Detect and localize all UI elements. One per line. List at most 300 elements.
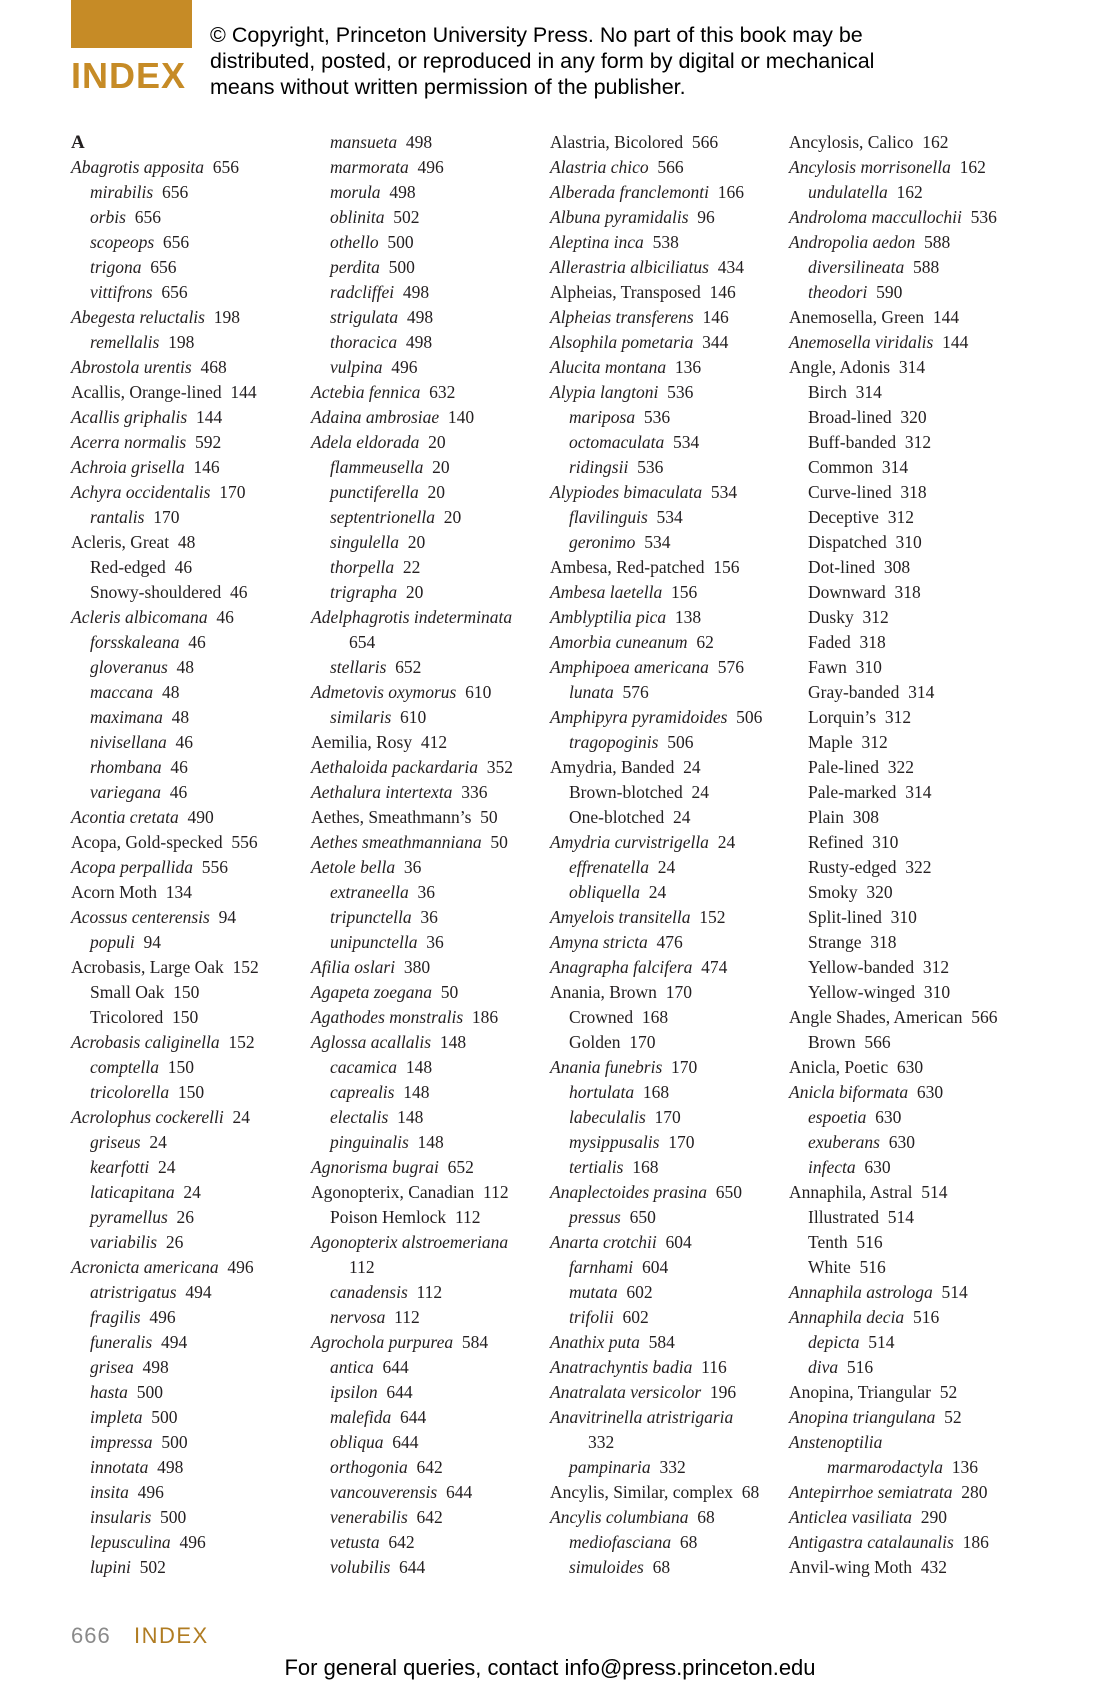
entry-page: 156	[713, 557, 740, 577]
index-entry	[311, 530, 513, 555]
entry-term: Ancylis columbiana	[550, 1507, 689, 1527]
entry-term: exuberans	[808, 1132, 880, 1152]
index-entry	[71, 1005, 259, 1030]
entry-term: Abagrotis apposita	[71, 157, 205, 177]
entry-page: 52	[939, 1382, 958, 1402]
entry-term: Acleris albicomana	[71, 607, 208, 627]
entry-page: 588	[912, 257, 940, 277]
entry-term: Acerra normalis	[71, 432, 187, 452]
entry-page: 198	[168, 332, 195, 352]
entry-term: mansueta	[330, 132, 398, 152]
index-entry	[789, 830, 998, 855]
entry-term: Dot-lined	[808, 557, 876, 577]
entry-page: 556	[231, 832, 258, 852]
index-entry	[311, 1480, 513, 1505]
index-entry	[71, 955, 259, 980]
entry-page: 584	[648, 1332, 675, 1352]
index-entry	[71, 705, 259, 730]
entry-page: 312	[861, 732, 888, 752]
index-entry	[71, 1230, 259, 1255]
entry-term: Amphipyra pyramidoides	[550, 707, 728, 727]
entry-term: Ancylosis morrisonella	[789, 157, 951, 177]
entry-term: Adaina ambrosiae	[311, 407, 440, 427]
entry-term: Pale-lined	[808, 757, 879, 777]
entry-term: Plain	[808, 807, 844, 827]
index-entry	[550, 430, 762, 455]
index-entry	[311, 805, 513, 830]
entry-term: Acossus centerensis	[71, 907, 210, 927]
index-entry	[789, 955, 998, 980]
entry-page: 318	[900, 482, 927, 502]
entry-page: 36	[426, 932, 444, 952]
index-entry	[550, 1530, 762, 1555]
index-entry	[71, 1505, 259, 1530]
entry-page: 150	[167, 1057, 195, 1077]
entry-term: thoracica	[330, 332, 398, 352]
index-entry	[311, 455, 513, 480]
entry-page: 168	[642, 1082, 670, 1102]
entry-page: 320	[900, 407, 927, 427]
entry-page: 536	[637, 457, 664, 477]
index-entry	[311, 1255, 513, 1280]
index-entry	[550, 1380, 762, 1405]
entry-term: insularis	[90, 1507, 152, 1527]
entry-term: innotata	[90, 1457, 149, 1477]
index-entry	[311, 630, 513, 655]
entry-page: 36	[403, 857, 422, 877]
index-entry	[311, 1205, 513, 1230]
entry-page: 318	[894, 582, 921, 602]
entry-page: 516	[912, 1307, 940, 1327]
index-entry	[311, 505, 513, 530]
entry-page: 332	[659, 1457, 686, 1477]
index-entry	[789, 630, 998, 655]
entry-page: 584	[461, 1332, 489, 1352]
entry-page: 604	[641, 1257, 669, 1277]
index-entry	[71, 730, 259, 755]
index-entry	[71, 305, 259, 330]
entry-term: Anania, Brown	[550, 982, 657, 1002]
entry-term: rhombana	[90, 757, 162, 777]
entry-page: 656	[134, 207, 161, 227]
index-entry	[789, 180, 998, 205]
index-entry	[550, 755, 762, 780]
entry-page: 20	[432, 457, 450, 477]
index-entry	[789, 730, 998, 755]
entry-term: Broad-lined	[808, 407, 892, 427]
entry-page: 170	[219, 482, 246, 502]
entry-term: laticapitana	[90, 1182, 175, 1202]
entry-page: 146	[702, 307, 729, 327]
entry-term: Aglossa acallalis	[311, 1032, 432, 1052]
entry-term: Abrostola urentis	[71, 357, 192, 377]
entry-page: 46	[169, 782, 188, 802]
entry-page: 148	[405, 1057, 433, 1077]
index-entry	[71, 1030, 259, 1055]
index-entry	[550, 480, 762, 505]
index-entry	[71, 780, 259, 805]
entry-page: 494	[185, 1282, 212, 1302]
index-entry	[550, 1305, 762, 1330]
entry-term: Anarta crotchii	[550, 1232, 657, 1252]
index-entry	[71, 430, 259, 455]
entry-page: 94	[218, 907, 237, 927]
entry-page: 146	[709, 282, 736, 302]
index-entry	[311, 1380, 513, 1405]
entry-term: Illustrated	[808, 1207, 879, 1227]
index-entry	[71, 1155, 259, 1180]
entry-term: tragopoginis	[569, 732, 659, 752]
entry-page: 500	[387, 232, 414, 252]
entry-page: 314	[898, 357, 926, 377]
index-entry	[71, 880, 259, 905]
entry-page: 496	[227, 1257, 254, 1277]
entry-term: Acrolophus cockerelli	[71, 1107, 224, 1127]
entry-term: Strange	[808, 932, 862, 952]
entry-term: orthogonia	[330, 1457, 408, 1477]
entry-page: 656	[162, 232, 190, 252]
entry-term: trigona	[90, 257, 142, 277]
index-entry	[789, 1255, 998, 1280]
entry-term: Crowned	[569, 1007, 634, 1027]
index-entry	[71, 1105, 259, 1130]
entry-page: 630	[875, 1107, 902, 1127]
entry-page: 156	[671, 582, 698, 602]
entry-term: labeculalis	[569, 1107, 646, 1127]
index-entry	[311, 780, 513, 805]
entry-term: simuloides	[569, 1557, 644, 1577]
entry-page: 500	[151, 1407, 178, 1427]
index-entry	[311, 1505, 513, 1530]
index-entry	[789, 855, 998, 880]
index-entry	[71, 1330, 259, 1355]
entry-page: 644	[386, 1382, 413, 1402]
index-entry	[789, 330, 998, 355]
entry-term: farnhami	[569, 1257, 634, 1277]
entry-term: Refined	[808, 832, 864, 852]
index-entry	[789, 1505, 998, 1530]
entry-page: 500	[160, 1507, 187, 1527]
entry-term: kearfotti	[90, 1157, 150, 1177]
entry-page: 46	[175, 732, 194, 752]
entry-page: 144	[230, 382, 257, 402]
index-entry	[550, 1080, 762, 1105]
entry-term: Antepirrhoe semiatrata	[789, 1482, 953, 1502]
entry-term: Albuna pyramidalis	[550, 207, 689, 227]
entry-term: White	[808, 1257, 851, 1277]
index-entry	[71, 1305, 259, 1330]
entry-term: marmarodactyla	[827, 1457, 944, 1477]
entry-term: atristrigatus	[90, 1282, 177, 1302]
index-entry	[71, 830, 259, 855]
entry-page: 310	[872, 832, 899, 852]
entry-term: One-blotched	[569, 807, 665, 827]
entry-page: 644	[400, 1407, 427, 1427]
entry-term: Anicla, Poetic	[789, 1057, 889, 1077]
entry-page: 312	[887, 507, 914, 527]
entry-page: 498	[406, 307, 434, 327]
entry-term: Amydria, Banded	[550, 757, 675, 777]
entry-term: Alpheias transferens	[550, 307, 694, 327]
entry-page: 140	[447, 407, 475, 427]
index-entry	[71, 280, 259, 305]
entry-term: mutata	[569, 1282, 618, 1302]
index-entry	[311, 1330, 513, 1355]
entry-term: Lorquin’s	[808, 707, 877, 727]
index-entry	[550, 355, 762, 380]
index-entry	[550, 655, 762, 680]
entry-page: 24	[683, 757, 701, 777]
index-entry	[311, 305, 513, 330]
entry-term: fragilis	[90, 1307, 141, 1327]
entry-page: 498	[402, 282, 430, 302]
entry-term: volubilis	[330, 1557, 391, 1577]
entry-page: 642	[416, 1507, 443, 1527]
entry-term: variabilis	[90, 1232, 158, 1252]
index-entry	[789, 755, 998, 780]
entry-term: mediofasciana	[569, 1532, 672, 1552]
entry-page: 280	[961, 1482, 988, 1502]
entry-page: 308	[852, 807, 879, 827]
entry-term: Anticlea vasiliata	[789, 1507, 912, 1527]
entry-page: 168	[632, 1157, 659, 1177]
entry-page: 152	[228, 1032, 255, 1052]
index-entry	[550, 305, 762, 330]
entry-page: 68	[679, 1532, 698, 1552]
index-entry	[311, 255, 513, 280]
index-entry	[789, 680, 998, 705]
index-entry	[550, 1255, 762, 1280]
entry-term: pampinaria	[569, 1457, 651, 1477]
entry-page: 148	[403, 1082, 430, 1102]
entry-page: 434	[717, 257, 744, 277]
entry-term: punctiferella	[330, 482, 419, 502]
entry-page: 514	[921, 1182, 948, 1202]
entry-term: espoetia	[808, 1107, 867, 1127]
index-entry	[311, 680, 513, 705]
entry-term: obliquella	[569, 882, 640, 902]
index-entry	[789, 480, 998, 505]
entry-page: 24	[691, 782, 709, 802]
entry-page: 168	[641, 1007, 669, 1027]
index-entry	[71, 1380, 259, 1405]
entry-term: Anopina, Triangular	[789, 1382, 931, 1402]
index-entry	[311, 655, 513, 680]
entry-page: 48	[176, 657, 195, 677]
entry-term: mirabilis	[90, 182, 154, 202]
entry-page: 336	[461, 782, 488, 802]
entry-page: 514	[941, 1282, 968, 1302]
entry-term: Aleptina inca	[550, 232, 644, 252]
entry-term: Agrochola purpurea	[311, 1332, 454, 1352]
entry-page: 150	[172, 1007, 199, 1027]
index-entry	[789, 705, 998, 730]
contact-notice: For general queries, contact info@press.princeton.edu	[284, 1655, 816, 1680]
entry-term: Poison Hemlock	[330, 1207, 447, 1227]
entry-page: 656	[161, 282, 188, 302]
index-entry	[550, 1105, 762, 1130]
index-entry	[311, 1005, 513, 1030]
index-entry	[550, 205, 762, 230]
entry-page: 566	[971, 1007, 998, 1027]
index-entry	[550, 1405, 762, 1430]
entry-page: 148	[417, 1132, 444, 1152]
entry-term: theodori	[808, 282, 868, 302]
entry-page: 500	[161, 1432, 188, 1452]
entry-term: Amblyptilia pica	[550, 607, 667, 627]
entry-term: Alypia langtoni	[550, 382, 659, 402]
entry-page: 630	[896, 1057, 924, 1077]
index-entry	[311, 880, 513, 905]
entry-term: Allerastria albiciliatus	[550, 257, 709, 277]
entry-term: Downward	[808, 582, 886, 602]
entry-page: 162	[922, 132, 949, 152]
entry-term: unipunctella	[330, 932, 418, 952]
index-entry	[71, 255, 259, 280]
entry-page: 112	[416, 1282, 443, 1302]
index-letter-heading	[71, 130, 259, 155]
entry-page: 312	[904, 432, 932, 452]
entry-page: 138	[674, 607, 702, 627]
entry-page: 318	[870, 932, 897, 952]
entry-term: extraneella	[330, 882, 409, 902]
index-entry	[71, 680, 259, 705]
index-entry	[311, 430, 513, 455]
index-entry	[71, 855, 259, 880]
index-entry	[789, 1130, 998, 1155]
entry-term: Gray-banded	[808, 682, 900, 702]
index-entry	[789, 780, 998, 805]
entry-term: cacamica	[330, 1057, 398, 1077]
entry-page: 112	[483, 1182, 509, 1202]
entry-term: Buff-banded	[808, 432, 897, 452]
index-entry	[550, 280, 762, 305]
entry-term: tripunctella	[330, 907, 412, 927]
entry-page: 314	[905, 782, 932, 802]
entry-term: Anopina triangulana	[789, 1407, 936, 1427]
index-entry	[311, 930, 513, 955]
index-entry	[550, 1355, 762, 1380]
entry-term: flammeusella	[330, 457, 424, 477]
entry-page: 68	[741, 1482, 760, 1502]
entry-page: 630	[888, 1132, 915, 1152]
index-entry	[71, 580, 259, 605]
entry-page: 536	[643, 407, 671, 427]
index-entry	[789, 130, 998, 155]
entry-term: electalis	[330, 1107, 389, 1127]
entry-term: Alypiodes bimaculata	[550, 482, 703, 502]
entry-page: 312	[862, 607, 889, 627]
index-entry	[550, 1280, 762, 1305]
entry-page: 496	[417, 157, 444, 177]
entry-term: Common	[808, 457, 874, 477]
index-entry	[789, 155, 998, 180]
entry-term: similaris	[330, 707, 392, 727]
index-entry	[311, 955, 513, 980]
entry-term: diva	[808, 1357, 839, 1377]
entry-term: Deceptive	[808, 507, 879, 527]
entry-page: 152	[232, 957, 259, 977]
entry-page: 136	[951, 1457, 979, 1477]
entry-term: lupini	[90, 1557, 131, 1577]
index-entry	[550, 1180, 762, 1205]
index-entry	[311, 1155, 513, 1180]
index-entry	[550, 830, 762, 855]
entry-term: Acopa perpallida	[71, 857, 193, 877]
entry-page: 170	[153, 507, 180, 527]
entry-page: 314	[855, 382, 882, 402]
entry-page: 652	[447, 1157, 474, 1177]
entry-term: scopeops	[90, 232, 155, 252]
entry-page: 604	[665, 1232, 692, 1252]
entry-term: Small Oak	[90, 982, 165, 1002]
entry-term: Alucita montana	[550, 357, 667, 377]
index-entry	[311, 1455, 513, 1480]
entry-term: Brown-blotched	[569, 782, 683, 802]
entry-term: Pale-marked	[808, 782, 897, 802]
entry-term: Aemilia, Rosy	[311, 732, 413, 752]
index-entry	[550, 805, 762, 830]
entry-term: pressus	[569, 1207, 621, 1227]
entry-page: 576	[717, 657, 744, 677]
entry-page: 20	[427, 482, 446, 502]
page-number: 666	[71, 1623, 111, 1648]
index-entry	[550, 730, 762, 755]
entry-page: 496	[391, 357, 418, 377]
index-column-1	[71, 130, 259, 1580]
entry-page: 46	[188, 632, 206, 652]
entry-page: 652	[395, 657, 422, 677]
page-title: INDEX	[71, 55, 187, 96]
entry-term: marmorata	[330, 157, 409, 177]
entry-page: 310	[890, 907, 917, 927]
copyright-line: means without written permission of the publisher.	[210, 75, 686, 99]
entry-term: insita	[90, 1482, 129, 1502]
entry-page: 170	[671, 1057, 698, 1077]
entry-page: 630	[916, 1082, 944, 1102]
entry-page: 46	[216, 607, 234, 627]
index-column-4	[789, 130, 998, 1580]
entry-page: 24	[717, 832, 736, 852]
index-entry	[71, 1555, 259, 1580]
index-entry	[71, 230, 259, 255]
entry-term: Faded	[808, 632, 851, 652]
index-entry	[311, 405, 513, 430]
index-entry	[71, 805, 259, 830]
entry-page: 602	[626, 1282, 653, 1302]
entry-term: Acallis, Orange-lined	[71, 382, 222, 402]
entry-term: orbis	[90, 207, 126, 227]
entry-term: vetusta	[330, 1532, 380, 1552]
index-entry	[550, 1005, 762, 1030]
entry-page: 112	[349, 1257, 375, 1277]
index-entry	[550, 505, 762, 530]
entry-term: populi	[90, 932, 135, 952]
entry-term: trigrapha	[330, 582, 398, 602]
index-entry	[789, 1430, 998, 1455]
entry-term: Acrobasis caliginella	[71, 1032, 220, 1052]
index-entry	[789, 1055, 998, 1080]
entry-term: perdita	[330, 257, 380, 277]
entry-page: 536	[667, 382, 694, 402]
entry-term: Aethalura intertexta	[311, 782, 453, 802]
entry-term: Ambesa laetella	[550, 582, 663, 602]
entry-term: Anatralata versicolor	[550, 1382, 702, 1402]
index-entry	[789, 930, 998, 955]
index-entry	[789, 1480, 998, 1505]
entry-term: Smoky	[808, 882, 858, 902]
entry-term: Agathodes monstralis	[311, 1007, 464, 1027]
